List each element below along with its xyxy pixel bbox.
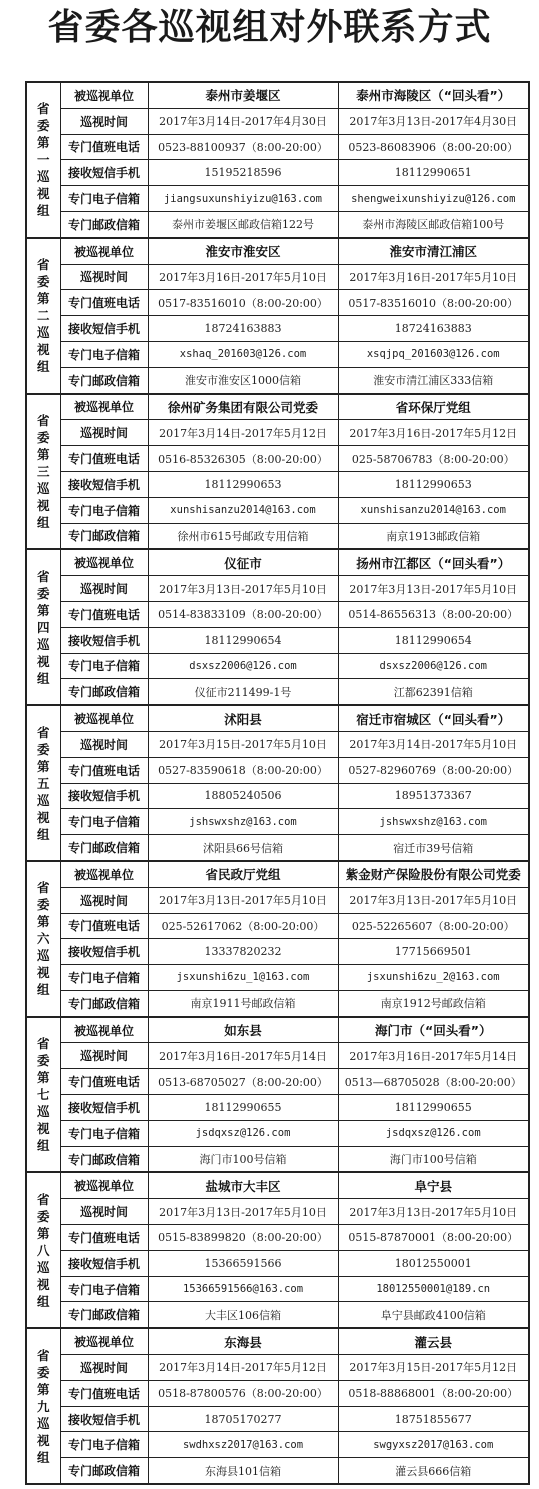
email-cell: dsxsz2006@126.com — [338, 653, 529, 679]
time-cell: 2017年3月13日-2017年5月10日 — [148, 576, 338, 602]
phone-row — [26, 1069, 529, 1095]
postbox-cell: 淮安市淮安区1000信箱 — [148, 367, 338, 393]
unit-cell: 淮安市淮安区 — [148, 238, 338, 264]
time-row — [26, 108, 529, 134]
mobile-cell: 18112990654 — [148, 627, 338, 653]
unit-cell: 盐城市大丰区 — [148, 1172, 338, 1198]
phone-row — [26, 446, 529, 472]
postbox-row — [26, 990, 529, 1016]
unit-cell: 淮安市清江浦区 — [338, 238, 529, 264]
table-body — [26, 82, 529, 1484]
inspection-group-label — [26, 1328, 60, 1484]
field-label: 接收短信手机 — [60, 939, 148, 965]
unit-cell: 泰州市海陵区（“回头看”） — [338, 82, 529, 108]
phone-cell: 0514-83833109（8:00-20:00） — [148, 601, 338, 627]
time-cell: 2017年3月13日-2017年5月10日 — [338, 1199, 529, 1225]
email-cell: 18012550001@189.cn — [338, 1276, 529, 1302]
postbox-cell: 宿迁市39号信箱 — [338, 835, 529, 861]
phone-row — [26, 134, 529, 160]
phone-cell: 025-58706783（8:00-20:00） — [338, 446, 529, 472]
unit-row — [26, 549, 529, 575]
field-label: 专门值班电话 — [60, 913, 148, 939]
email-row — [26, 1276, 529, 1302]
postbox-cell: 南京1912号邮政信箱 — [338, 990, 529, 1016]
field-label: 专门邮政信箱 — [60, 679, 148, 705]
unit-row — [26, 1017, 529, 1043]
inspection-group-label — [26, 394, 60, 550]
mobile-cell: 18751855677 — [338, 1406, 529, 1432]
mobile-cell: 15195218596 — [148, 160, 338, 186]
inspection-group-label — [26, 82, 60, 238]
mobile-row — [26, 939, 529, 965]
email-cell: jsxunshi6zu_2@163.com — [338, 965, 529, 991]
phone-cell: 0516-85326305（8:00-20:00） — [148, 446, 338, 472]
time-cell: 2017年3月16日-2017年5月10日 — [148, 264, 338, 290]
field-label: 专门值班电话 — [60, 601, 148, 627]
time-cell: 2017年3月16日-2017年5月14日 — [148, 1043, 338, 1069]
field-label: 专门电子信箱 — [60, 965, 148, 991]
group-label-text: 省委第五巡视组 — [36, 724, 50, 842]
postbox-row — [26, 1302, 529, 1328]
mobile-row — [26, 1406, 529, 1432]
postbox-cell: 大丰区106信箱 — [148, 1302, 338, 1328]
phone-row — [26, 1380, 529, 1406]
time-cell: 2017年3月14日-2017年5月12日 — [148, 1355, 338, 1381]
unit-cell: 省环保厅党组 — [338, 394, 529, 420]
unit-row — [26, 705, 529, 731]
field-label: 专门值班电话 — [60, 1225, 148, 1251]
inspection-group-label — [26, 1172, 60, 1328]
field-label: 接收短信手机 — [60, 627, 148, 653]
time-row — [26, 887, 529, 913]
email-cell: xunshisanzu2014@163.com — [148, 497, 338, 523]
mobile-row — [26, 1250, 529, 1276]
email-cell: jsdqxsz@126.com — [148, 1120, 338, 1146]
time-cell: 2017年3月16日-2017年5月10日 — [338, 264, 529, 290]
email-cell: jshswxshz@163.com — [338, 809, 529, 835]
postbox-cell: 泰州市姜堰区邮政信箱122号 — [148, 211, 338, 237]
unit-cell: 徐州矿务集团有限公司党委 — [148, 394, 338, 420]
email-row — [26, 497, 529, 523]
group-label-text: 省委第一巡视组 — [36, 101, 50, 219]
field-label: 专门电子信箱 — [60, 497, 148, 523]
postbox-row — [26, 367, 529, 393]
field-label: 专门电子信箱 — [60, 341, 148, 367]
field-label: 巡视时间 — [60, 1043, 148, 1069]
postbox-cell: 南京1911号邮政信箱 — [148, 990, 338, 1016]
field-label: 专门值班电话 — [60, 446, 148, 472]
field-label: 专门邮政信箱 — [60, 211, 148, 237]
field-label: 巡视时间 — [60, 108, 148, 134]
field-label: 被巡视单位 — [60, 549, 148, 575]
field-label: 接收短信手机 — [60, 1406, 148, 1432]
email-cell: jsxunshi6zu_1@163.com — [148, 965, 338, 991]
time-cell: 2017年3月13日-2017年5月10日 — [148, 887, 338, 913]
field-label: 专门邮政信箱 — [60, 367, 148, 393]
time-cell: 2017年3月15日-2017年5月10日 — [148, 731, 338, 757]
time-cell: 2017年3月13日-2017年5月10日 — [338, 887, 529, 913]
postbox-cell: 淮安市清江浦区333信箱 — [338, 367, 529, 393]
phone-cell: 0527-83590618（8:00-20:00） — [148, 757, 338, 783]
field-label: 巡视时间 — [60, 576, 148, 602]
postbox-row — [26, 1146, 529, 1172]
email-row — [26, 341, 529, 367]
field-label: 专门邮政信箱 — [60, 1302, 148, 1328]
time-cell: 2017年3月16日-2017年5月14日 — [338, 1043, 529, 1069]
mobile-cell: 15366591566 — [148, 1250, 338, 1276]
field-label: 专门值班电话 — [60, 134, 148, 160]
email-row — [26, 809, 529, 835]
email-cell: xunshisanzu2014@163.com — [338, 497, 529, 523]
email-row — [26, 1432, 529, 1458]
mobile-row — [26, 160, 529, 186]
inspection-group-label — [26, 549, 60, 705]
field-label: 巡视时间 — [60, 1355, 148, 1381]
field-label: 被巡视单位 — [60, 1328, 148, 1354]
phone-cell: 0513—68705028（8:00-20:00） — [338, 1069, 529, 1095]
email-row — [26, 1120, 529, 1146]
field-label: 被巡视单位 — [60, 861, 148, 887]
group-label-text: 省委第二巡视组 — [36, 257, 50, 375]
field-label: 巡视时间 — [60, 1199, 148, 1225]
phone-cell: 0523-86083906（8:00-20:00） — [338, 134, 529, 160]
time-cell: 2017年3月14日-2017年5月12日 — [148, 420, 338, 446]
postbox-row — [26, 211, 529, 237]
field-label: 被巡视单位 — [60, 82, 148, 108]
phone-row — [26, 757, 529, 783]
time-row — [26, 420, 529, 446]
unit-row — [26, 861, 529, 887]
field-label: 被巡视单位 — [60, 705, 148, 731]
group-label-text: 省委第九巡视组 — [36, 1347, 50, 1465]
mobile-row — [26, 783, 529, 809]
unit-cell: 阜宁县 — [338, 1172, 529, 1198]
mobile-cell: 18705170277 — [148, 1406, 338, 1432]
group-label-text: 省委第三巡视组 — [36, 412, 50, 530]
field-label: 巡视时间 — [60, 887, 148, 913]
field-label: 巡视时间 — [60, 264, 148, 290]
postbox-cell: 徐州市615号邮政专用信箱 — [148, 523, 338, 549]
postbox-row — [26, 523, 529, 549]
email-cell: jiangsuxunshiyizu@163.com — [148, 186, 338, 212]
email-cell: shengweixunshiyizu@126.com — [338, 186, 529, 212]
field-label: 被巡视单位 — [60, 394, 148, 420]
field-label: 接收短信手机 — [60, 471, 148, 497]
phone-cell: 0514-86556313（8:00-20:00） — [338, 601, 529, 627]
field-label: 专门邮政信箱 — [60, 835, 148, 861]
postbox-cell: 东海县101信箱 — [148, 1458, 338, 1484]
group-label-text: 省委第四巡视组 — [36, 568, 50, 686]
time-row — [26, 1043, 529, 1069]
mobile-cell: 18805240506 — [148, 783, 338, 809]
field-label: 专门电子信箱 — [60, 1432, 148, 1458]
mobile-cell: 17715669501 — [338, 939, 529, 965]
postbox-cell: 沭阳县66号信箱 — [148, 835, 338, 861]
email-cell: jshswxshz@163.com — [148, 809, 338, 835]
field-label: 专门值班电话 — [60, 290, 148, 316]
email-cell: dsxsz2006@126.com — [148, 653, 338, 679]
mobile-cell: 18112990654 — [338, 627, 529, 653]
postbox-cell: 江都62391信箱 — [338, 679, 529, 705]
unit-cell: 灌云县 — [338, 1328, 529, 1354]
phone-cell: 025-52265607（8:00-20:00） — [338, 913, 529, 939]
group-label-text: 省委第六巡视组 — [36, 880, 50, 998]
unit-cell: 省民政厅党组 — [148, 861, 338, 887]
field-label: 专门值班电话 — [60, 1380, 148, 1406]
unit-row — [26, 238, 529, 264]
postbox-cell: 泰州市海陵区邮政信箱100号 — [338, 211, 529, 237]
unit-cell: 仪征市 — [148, 549, 338, 575]
phone-row — [26, 290, 529, 316]
phone-cell: 0523-88100937（8:00-20:00） — [148, 134, 338, 160]
email-cell: swdhxsz2017@163.com — [148, 1432, 338, 1458]
postbox-cell: 灌云县666信箱 — [338, 1458, 529, 1484]
field-label: 专门值班电话 — [60, 757, 148, 783]
page-title: 省委各巡视组对外联系方式 — [47, 7, 492, 48]
inspection-group-label — [26, 238, 60, 394]
inspection-group-label — [26, 861, 60, 1017]
time-cell: 2017年3月13日-2017年5月10日 — [338, 576, 529, 602]
unit-row — [26, 82, 529, 108]
mobile-cell: 18112990653 — [338, 471, 529, 497]
mobile-cell: 18724163883 — [338, 316, 529, 342]
email-row — [26, 186, 529, 212]
field-label: 接收短信手机 — [60, 160, 148, 186]
unit-cell: 海门市（“回头看”） — [338, 1017, 529, 1043]
field-label: 被巡视单位 — [60, 1172, 148, 1198]
unit-row — [26, 1328, 529, 1354]
field-label: 接收短信手机 — [60, 316, 148, 342]
phone-cell: 0517-83516010（8:00-20:00） — [148, 290, 338, 316]
field-label: 专门邮政信箱 — [60, 523, 148, 549]
contact-table — [25, 81, 530, 1485]
mobile-cell: 18112990651 — [338, 160, 529, 186]
postbox-row — [26, 1458, 529, 1484]
time-cell: 2017年3月14日-2017年5月10日 — [338, 731, 529, 757]
time-cell: 2017年3月16日-2017年5月12日 — [338, 420, 529, 446]
field-label: 被巡视单位 — [60, 1017, 148, 1043]
field-label: 巡视时间 — [60, 731, 148, 757]
time-cell: 2017年3月15日-2017年5月12日 — [338, 1355, 529, 1381]
email-cell: 15366591566@163.com — [148, 1276, 338, 1302]
group-label-text: 省委第八巡视组 — [36, 1191, 50, 1309]
phone-cell: 0517-83516010（8:00-20:00） — [338, 290, 529, 316]
mobile-cell: 18112990653 — [148, 471, 338, 497]
postbox-cell: 阜宁县邮政4100信箱 — [338, 1302, 529, 1328]
email-row — [26, 965, 529, 991]
field-label: 专门邮政信箱 — [60, 1146, 148, 1172]
postbox-cell: 南京1913邮政信箱 — [338, 523, 529, 549]
email-cell: swgyxsz2017@163.com — [338, 1432, 529, 1458]
unit-cell: 扬州市江都区（“回头看”） — [338, 549, 529, 575]
group-label-text: 省委第七巡视组 — [36, 1036, 50, 1154]
mobile-row — [26, 471, 529, 497]
mobile-row — [26, 316, 529, 342]
mobile-row — [26, 627, 529, 653]
phone-row — [26, 913, 529, 939]
unit-cell: 紫金财产保险股份有限公司党委 — [338, 861, 529, 887]
field-label: 巡视时间 — [60, 420, 148, 446]
time-cell: 2017年3月13日-2017年5月10日 — [148, 1199, 338, 1225]
time-row — [26, 1355, 529, 1381]
unit-cell: 沭阳县 — [148, 705, 338, 731]
phone-cell: 0513-68705027（8:00-20:00） — [148, 1069, 338, 1095]
phone-cell: 0518-87800576（8:00-20:00） — [148, 1380, 338, 1406]
field-label: 接收短信手机 — [60, 1250, 148, 1276]
mobile-cell: 18951373367 — [338, 783, 529, 809]
phone-cell: 0515-83899820（8:00-20:00） — [148, 1225, 338, 1251]
field-label: 专门电子信箱 — [60, 186, 148, 212]
inspection-group-label — [26, 1017, 60, 1173]
mobile-row — [26, 1095, 529, 1121]
field-label: 专门电子信箱 — [60, 1276, 148, 1302]
phone-row — [26, 601, 529, 627]
field-label: 专门电子信箱 — [60, 809, 148, 835]
unit-cell: 如东县 — [148, 1017, 338, 1043]
postbox-cell: 海门市100号信箱 — [338, 1146, 529, 1172]
email-row — [26, 653, 529, 679]
time-row — [26, 264, 529, 290]
time-row — [26, 731, 529, 757]
postbox-cell: 海门市100号信箱 — [148, 1146, 338, 1172]
field-label: 专门邮政信箱 — [60, 990, 148, 1016]
inspection-group-label — [26, 705, 60, 861]
phone-row — [26, 1225, 529, 1251]
email-cell: xshaq_201603@126.com — [148, 341, 338, 367]
unit-row — [26, 394, 529, 420]
postbox-row — [26, 835, 529, 861]
field-label: 专门值班电话 — [60, 1069, 148, 1095]
field-label: 专门邮政信箱 — [60, 1458, 148, 1484]
field-label: 专门电子信箱 — [60, 653, 148, 679]
mobile-cell: 18112990655 — [148, 1095, 338, 1121]
mobile-cell: 18724163883 — [148, 316, 338, 342]
mobile-cell: 18112990655 — [338, 1095, 529, 1121]
unit-cell: 东海县 — [148, 1328, 338, 1354]
time-row — [26, 1199, 529, 1225]
email-cell: jsdqxsz@126.com — [338, 1120, 529, 1146]
unit-cell: 宿迁市宿城区（“回头看”） — [338, 705, 529, 731]
time-cell: 2017年3月14日-2017年4月30日 — [148, 108, 338, 134]
field-label: 被巡视单位 — [60, 238, 148, 264]
field-label: 接收短信手机 — [60, 1095, 148, 1121]
phone-cell: 0518-88868001（8:00-20:00） — [338, 1380, 529, 1406]
unit-row — [26, 1172, 529, 1198]
postbox-cell: 仪征市211499-1号 — [148, 679, 338, 705]
phone-cell: 025-52617062（8:00-20:00） — [148, 913, 338, 939]
email-cell: xsqjpq_201603@126.com — [338, 341, 529, 367]
postbox-row — [26, 679, 529, 705]
phone-cell: 0527-82960769（8:00-20:00） — [338, 757, 529, 783]
mobile-cell: 18012550001 — [338, 1250, 529, 1276]
time-cell: 2017年3月13日-2017年4月30日 — [338, 108, 529, 134]
time-row — [26, 576, 529, 602]
unit-cell: 泰州市姜堰区 — [148, 82, 338, 108]
mobile-cell: 13337820232 — [148, 939, 338, 965]
field-label: 接收短信手机 — [60, 783, 148, 809]
phone-cell: 0515-87870001（8:00-20:00） — [338, 1225, 529, 1251]
field-label: 专门电子信箱 — [60, 1120, 148, 1146]
